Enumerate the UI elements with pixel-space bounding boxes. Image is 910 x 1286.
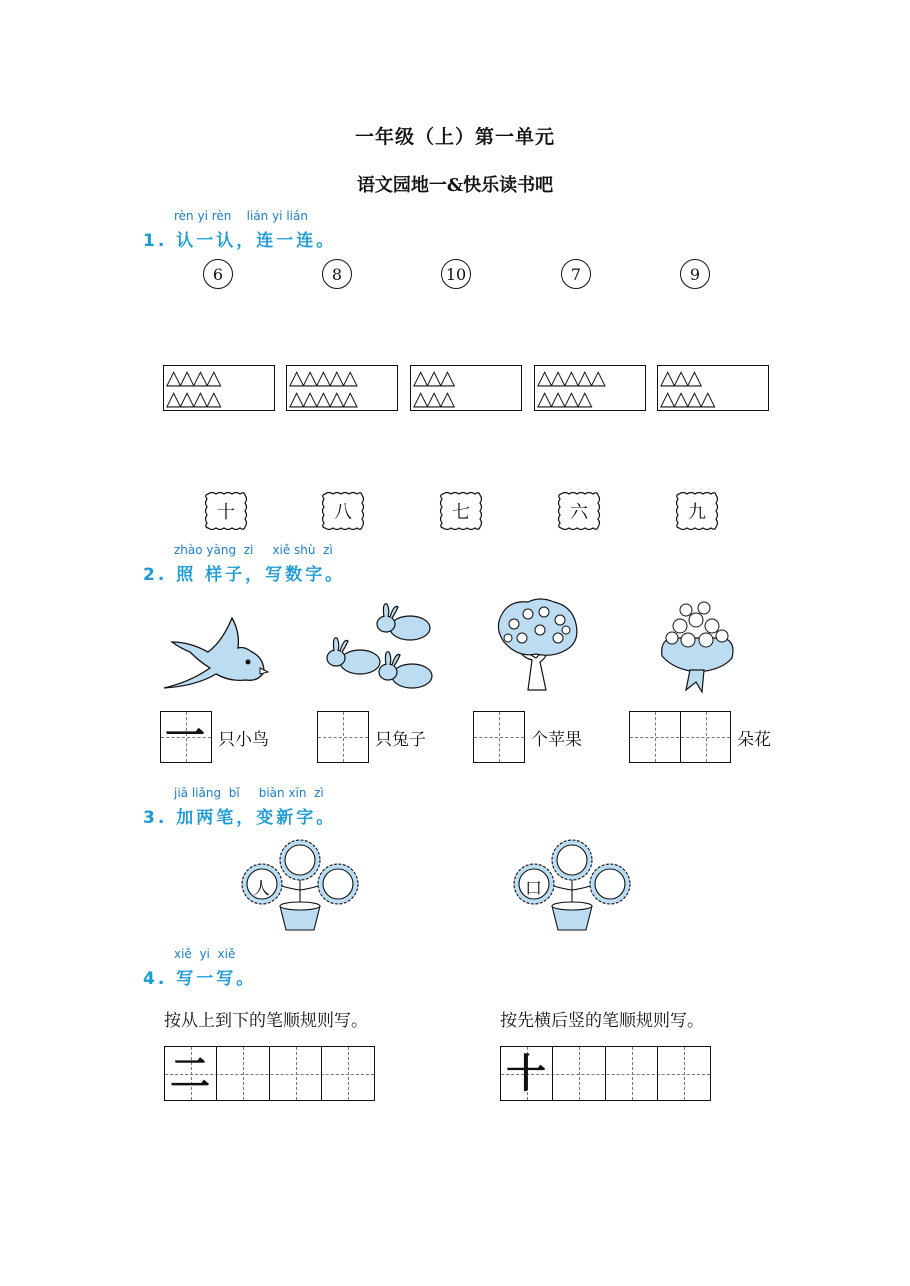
answer-grid[interactable] xyxy=(629,711,731,763)
triangle-row: △△△△△ xyxy=(537,365,604,389)
triangle-row: △△△△ xyxy=(660,386,714,410)
number-circle[interactable]: 9 xyxy=(680,259,710,289)
q4-pinyin: xiě yi xiě xyxy=(174,947,236,961)
grid-guide xyxy=(706,712,707,762)
triangle-box[interactable] xyxy=(410,365,522,411)
flower-bouquet-icon xyxy=(656,598,738,694)
answer-grid[interactable] xyxy=(317,711,369,763)
q3-title: 3. 加两笔，变新字。 xyxy=(143,808,337,828)
left-instruction: 按从上到下的笔顺规则写。 xyxy=(164,1011,368,1031)
item-label: 个苹果 xyxy=(531,730,582,750)
item-label: 朵花 xyxy=(737,730,771,750)
number-circle[interactable]: 10 xyxy=(441,259,471,289)
grid-guide xyxy=(343,712,344,762)
answer-grid[interactable] xyxy=(473,711,525,763)
sample-answer: 一 xyxy=(165,713,205,759)
page-title: 一年级（上）第一单元 xyxy=(354,126,555,148)
triangle-box[interactable] xyxy=(657,365,769,411)
sample-char: 十 xyxy=(506,1051,546,1097)
numeral-text: 七 xyxy=(452,502,470,523)
grid-guide xyxy=(579,1047,580,1100)
numeral-card[interactable] xyxy=(204,491,248,531)
numeral-card[interactable] xyxy=(557,491,601,531)
grid-guide xyxy=(243,1047,244,1100)
triangle-row: △△△ xyxy=(413,386,454,410)
triangle-box[interactable] xyxy=(163,365,275,411)
grid-guide xyxy=(296,1047,297,1100)
grid-guide xyxy=(684,1047,685,1100)
triangle-row: △△△ xyxy=(660,365,701,389)
numeral-card[interactable] xyxy=(321,491,365,531)
triangle-row: △△△ xyxy=(413,365,454,389)
writing-grid[interactable] xyxy=(500,1046,711,1101)
writing-grid[interactable] xyxy=(164,1046,375,1101)
numeral-text: 六 xyxy=(570,502,588,523)
triangle-row: △△△△ xyxy=(537,386,591,410)
q2-title: 2. 照 样子，写数字。 xyxy=(143,565,346,585)
grid-guide xyxy=(632,1047,633,1100)
triangle-row: △△△△ xyxy=(166,365,220,389)
grid-guide xyxy=(348,1047,349,1100)
q3-pinyin: jiā liǎng bǐ biàn xīn zì xyxy=(174,786,324,800)
pot-char: 人 xyxy=(253,879,270,899)
numeral-text: 九 xyxy=(688,502,706,523)
triangle-row: △△△△△ xyxy=(289,365,356,389)
numeral-card[interactable] xyxy=(439,491,483,531)
bird-icon xyxy=(160,612,270,694)
number-circle[interactable]: 6 xyxy=(203,259,233,289)
triangle-box[interactable] xyxy=(286,365,398,411)
numeral-text: 八 xyxy=(334,502,352,523)
item-label: 只兔子 xyxy=(375,730,426,750)
q1-title: 1. 认一认，连一连。 xyxy=(143,231,337,251)
apple-tree-icon xyxy=(494,598,580,692)
number-circle[interactable]: 7 xyxy=(561,259,591,289)
numeral-card[interactable] xyxy=(675,491,719,531)
q1-pinyin: rèn yi rèn lián yi lián xyxy=(174,209,308,223)
pot-char: 口 xyxy=(525,879,542,899)
grid-cell xyxy=(630,712,681,762)
rabbits-icon xyxy=(320,600,440,692)
numeral-text: 十 xyxy=(217,502,235,523)
page-subtitle: 语文园地一&快乐读书吧 xyxy=(356,175,554,196)
triangle-box[interactable] xyxy=(534,365,646,411)
q2-pinyin: zhào yàng zi xiě shù zì xyxy=(174,543,333,557)
sample-char: 二 xyxy=(170,1051,210,1097)
item-label: 只小鸟 xyxy=(218,730,269,750)
right-instruction: 按先横后竖的笔顺规则写。 xyxy=(500,1011,704,1031)
triangle-row: △△△△△ xyxy=(289,386,356,410)
triangle-row: △△△△ xyxy=(166,386,220,410)
answer-grid[interactable] xyxy=(160,711,212,763)
q4-title: 4. 写一写。 xyxy=(143,969,257,989)
grid-guide xyxy=(499,712,500,762)
number-circle[interactable]: 8 xyxy=(322,259,352,289)
